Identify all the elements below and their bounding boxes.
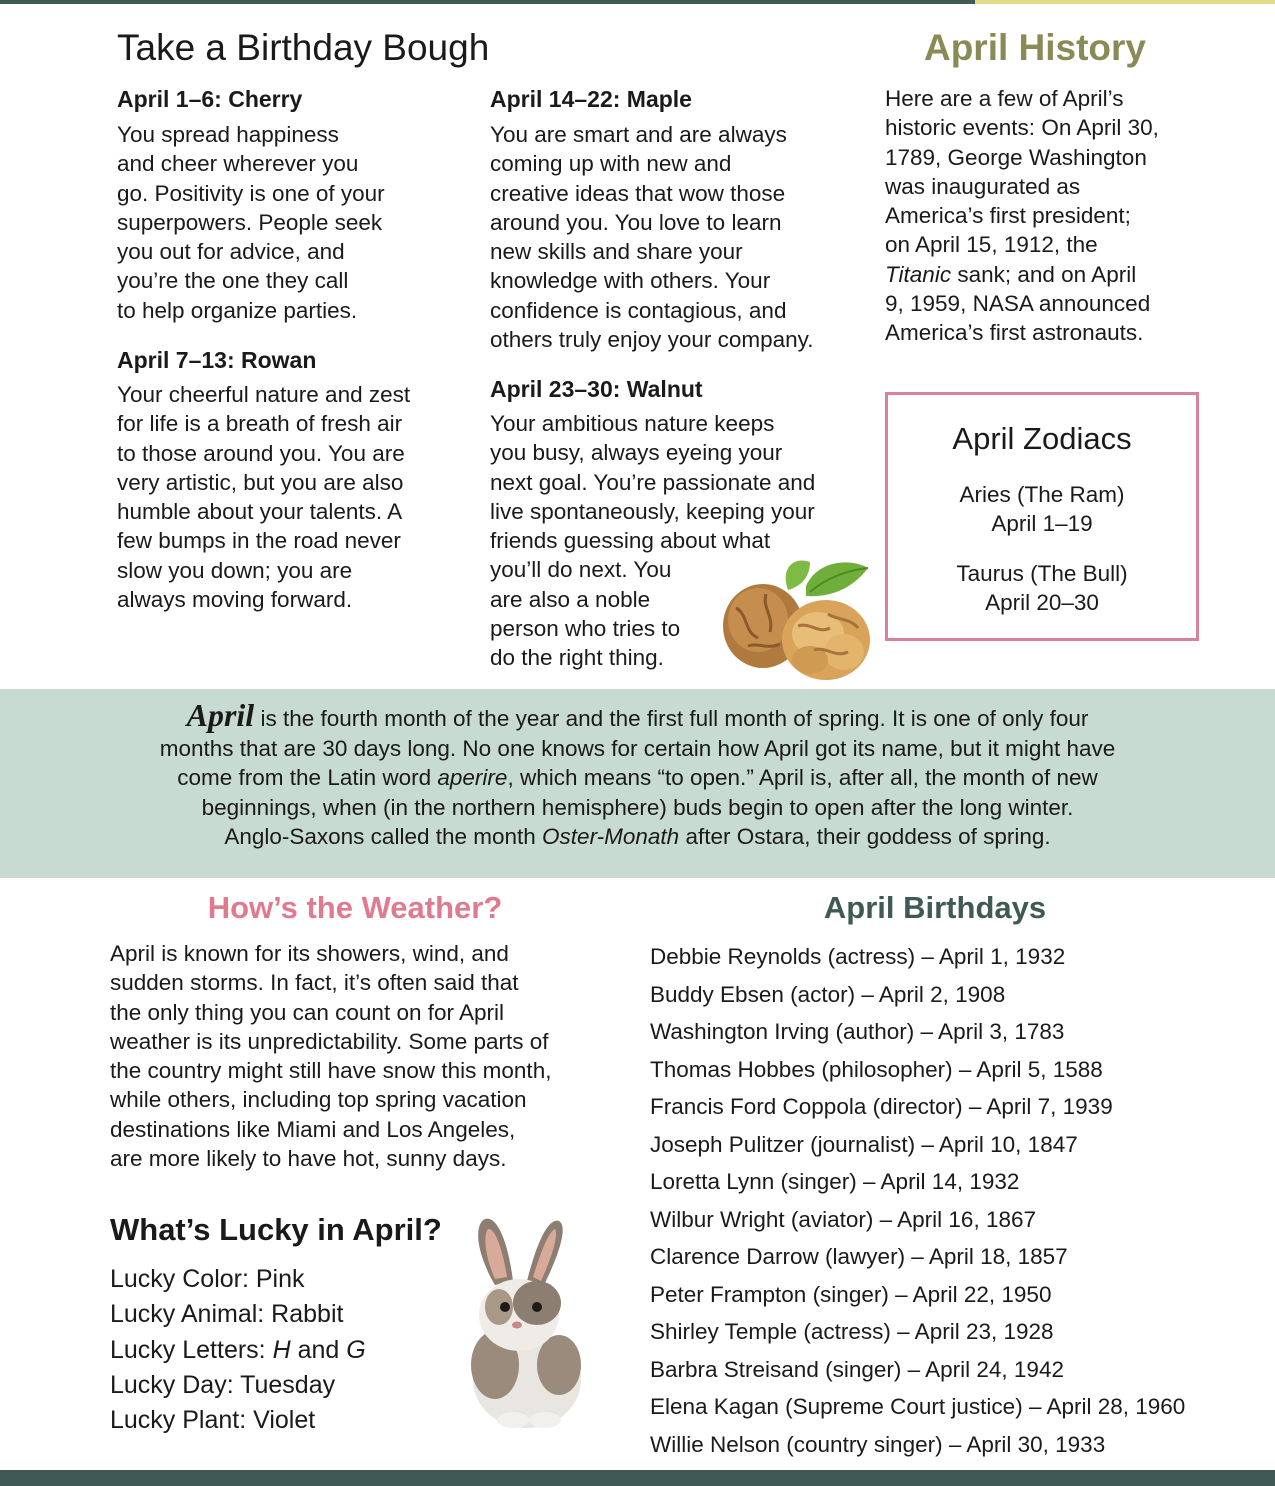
text-line: April is known for its showers, wind, and	[110, 941, 509, 966]
text-line	[20, 822, 1255, 852]
text-line: you busy, always eyeing your	[490, 440, 783, 466]
birthday-bough-title: Take a Birthday Bough	[117, 27, 490, 68]
lucky-letters	[110, 1333, 366, 1368]
text-fragment: , which means “to open.” April is, after all, the month of new	[507, 765, 1098, 791]
text-line: the country might still have snow this month,	[110, 1058, 552, 1084]
text-line: are more likely to have hot, sunny days.	[110, 1146, 507, 1172]
lucky-animal: Lucky Animal: Rabbit	[110, 1300, 344, 1329]
lucky-letter-g: G	[346, 1335, 366, 1364]
text-line: do the right thing.	[490, 645, 664, 671]
bottom-accent-bar	[0, 1470, 1275, 1486]
text-line: for life is a breath of fresh air	[117, 411, 403, 437]
text-line: knowledge with others. Your	[490, 268, 771, 294]
birthdays-list	[650, 938, 1185, 1463]
text-line: while others, including top spring vacation	[110, 1087, 527, 1113]
birthday-item: Shirley Temple (actress) – April 23, 1928	[650, 1319, 1054, 1344]
birthday-item: Buddy Ebsen (actor) – April 2, 1908	[650, 981, 1006, 1007]
text-line: humble about your talents. A	[117, 499, 403, 525]
text-line: friends guessing about what	[490, 528, 771, 554]
text-line: to help organize parties.	[117, 297, 358, 323]
text-line	[885, 260, 1159, 289]
zodiac-box	[885, 392, 1199, 641]
text-fragment: is the fourth month of the year and the first full month of spring. It is one of only four	[254, 706, 1089, 731]
text-line: others truly enjoy your company.	[490, 327, 814, 353]
history-text	[885, 84, 1159, 348]
birthday-item: Joseph Pulitzer (journalist) – April 10, 1847	[650, 1131, 1078, 1157]
text-line: few bumps in the road never	[117, 528, 401, 554]
text-line: to those around you. You are	[117, 440, 405, 466]
top-accent-bar	[0, 0, 975, 4]
birthday-item: Clarence Darrow (lawyer) – April 18, 1857	[650, 1244, 1068, 1269]
taurus-dates: April 20–30	[985, 590, 1099, 615]
text-line: America’s first astronauts.	[885, 320, 1144, 346]
text-line: you’re the one they call	[117, 268, 349, 294]
titanic-italic: Titanic	[885, 261, 952, 287]
weather-title: How’s the Weather?	[207, 890, 503, 925]
text-fragment: Lucky Letters:	[110, 1335, 273, 1364]
walnut-heading: April 23–30: Walnut	[490, 376, 703, 402]
text-line: You are smart and are always	[490, 122, 787, 147]
aries-dates: April 1–19	[991, 511, 1093, 536]
april-lead-word: April	[186, 697, 255, 733]
text-line: creative ideas that wow those	[490, 180, 786, 206]
text-line: weather is its unpredictability. Some parts of	[110, 1028, 549, 1054]
text-line: Your cheerful nature and zest	[117, 382, 411, 407]
birthday-item: Wilbur Wright (aviator) – April 16, 1867	[650, 1206, 1036, 1232]
birthday-item: Francis Ford Coppola (director) – April 7, 1939	[650, 1094, 1113, 1119]
birthday-item: Barbra Streisand (singer) – April 24, 1942	[650, 1356, 1064, 1382]
text-fragment: after Ostara, their goddess of spring.	[679, 824, 1051, 850]
text-line: 9, 1959, NASA announced	[885, 291, 1151, 317]
text-line: historic events: On April 30,	[885, 115, 1159, 141]
oster-monath-italic: Oster-Monath	[542, 824, 680, 850]
text-fragment: Anglo-Saxons called the month	[224, 824, 543, 850]
birthday-item: Loretta Lynn (singer) – April 14, 1932	[650, 1169, 1020, 1194]
text-line: live spontaneously, keeping your	[490, 498, 815, 524]
maple-heading: April 14–22: Maple	[490, 86, 692, 112]
text-line: America’s first president;	[885, 203, 1131, 229]
birthday-item: Debbie Reynolds (actress) – April 1, 1932	[650, 944, 1066, 969]
text-fragment: come from the Latin word	[177, 765, 438, 791]
text-line: coming up with new and	[490, 151, 732, 177]
text-line: beginnings, when (in the northern hemisphere) buds begin to open after the long winter.	[201, 794, 1074, 820]
birthday-item: Elena Kagan (Supreme Court justice) – April 28, 1960	[650, 1394, 1186, 1419]
rowan-heading: April 7–13: Rowan	[117, 347, 317, 373]
aperire-italic: aperire	[437, 765, 508, 791]
april-history-title: April History	[923, 27, 1147, 68]
text-line: Here are a few of April’s	[885, 86, 1124, 111]
text-line: 1789, George Washington	[885, 144, 1147, 170]
text-line: new skills and share your	[490, 239, 743, 265]
text-line: always moving forward.	[117, 587, 353, 613]
lucky-title: What’s Lucky in April?	[110, 1212, 442, 1247]
text-line	[20, 763, 1255, 793]
rowan-text	[117, 380, 410, 614]
intro-text	[20, 697, 1255, 852]
walnut-illustration	[718, 556, 876, 688]
text-line: slow you down; you are	[117, 557, 353, 583]
cherry-heading: April 1–6: Cherry	[117, 86, 303, 112]
rabbit-illustration	[455, 1215, 590, 1430]
taurus-name: Taurus (The Bull)	[956, 561, 1128, 586]
text-line: was inaugurated as	[885, 173, 1081, 199]
text-line	[20, 697, 1255, 734]
text-line: superpowers. People seek	[117, 209, 383, 235]
text-line: You spread happiness	[117, 122, 339, 147]
text-line: very artistic, but you are also	[117, 469, 404, 495]
birthdays-title: April Birthdays	[823, 890, 1047, 925]
text-line: and cheer wherever you	[117, 151, 359, 177]
text-line: sudden storms. In fact, it’s often said that	[110, 970, 519, 996]
birthday-item: Peter Frampton (singer) – April 22, 1950	[650, 1281, 1052, 1307]
lucky-letter-h: H	[272, 1335, 291, 1364]
text-line: Your ambitious nature keeps	[490, 411, 775, 436]
text-line: months that are 30 days long. No one knows for certain how April got its name, but it might have	[159, 735, 1116, 761]
aries-name: Aries (The Ram)	[959, 482, 1125, 507]
lucky-day: Lucky Day: Tuesday	[110, 1370, 336, 1399]
text-line: around you. You love to learn	[490, 209, 782, 235]
text-fragment: and	[290, 1335, 347, 1364]
lucky-color: Lucky Color: Pink	[110, 1265, 305, 1293]
text-line: are also a noble	[490, 586, 651, 612]
text-line: person who tries to	[490, 616, 681, 642]
maple-text	[490, 120, 813, 354]
text-line: confidence is contagious, and	[490, 297, 787, 323]
text-line: on April 15, 1912, the	[885, 232, 1098, 258]
top-accent-bar-yellow	[975, 0, 1275, 4]
text-line: you out for advice, and	[117, 239, 345, 265]
lucky-plant: Lucky Plant: Violet	[110, 1406, 316, 1435]
text-line: the only thing you can count on for April	[110, 999, 505, 1025]
intro-band	[0, 689, 1275, 878]
zodiac-title: April Zodiacs	[952, 421, 1132, 456]
text-line: you’ll do next. You	[490, 557, 672, 583]
lucky-list	[110, 1262, 366, 1438]
text-fragment: sank; and on April	[951, 261, 1137, 287]
birthday-item: Thomas Hobbes (philosopher) – April 5, 1588	[650, 1056, 1103, 1082]
weather-text	[110, 939, 551, 1173]
cherry-text	[117, 120, 385, 325]
text-line: destinations like Miami and Los Angeles,	[110, 1116, 516, 1142]
birthday-item: Willie Nelson (country singer) – April 30, 1933	[650, 1431, 1106, 1457]
text-line: go. Positivity is one of your	[117, 180, 385, 206]
birthday-item: Washington Irving (author) – April 3, 1783	[650, 1019, 1065, 1044]
text-line: next goal. You’re passionate and	[490, 469, 816, 495]
